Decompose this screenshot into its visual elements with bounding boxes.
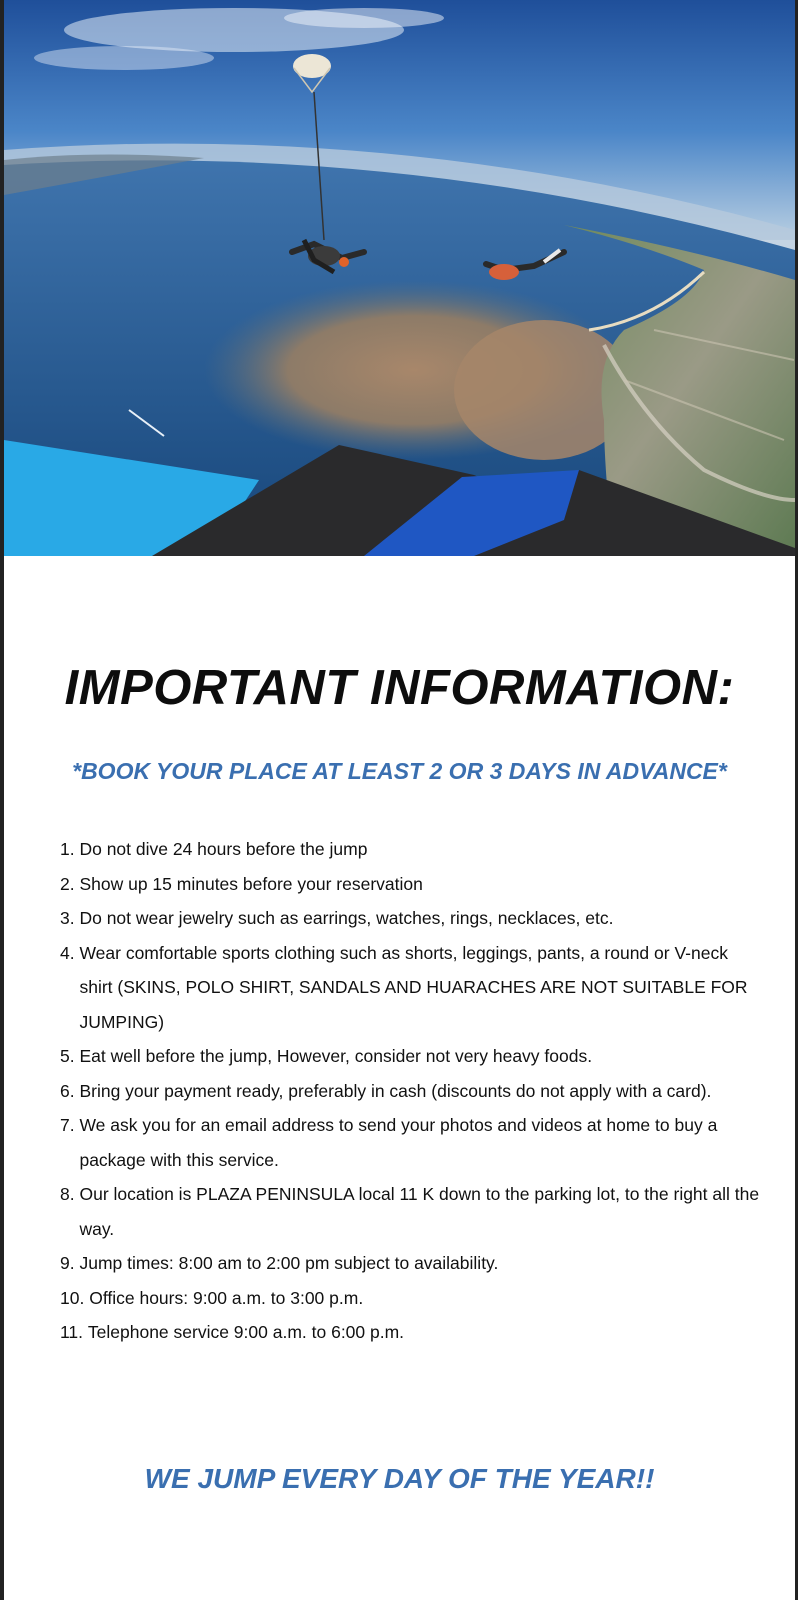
closing-slogan: WE JUMP EVERY DAY OF THE YEAR!! — [144, 1463, 655, 1494]
list-number: 2. — [60, 873, 80, 894]
list-number: 4. — [60, 942, 80, 963]
list-number: 6. — [60, 1080, 80, 1101]
list-item — [60, 1246, 760, 1281]
list-item — [60, 1108, 760, 1177]
list-text: Wear comfortable sports clothing such as shorts, leggings, pants, a round or V-neck shirt (SKINS, POLO SHIRT, SANDALS AND HUARACHES ARE NOT SUITABLE FOR JUMPING) — [79, 942, 748, 1032]
list-text: Eat well before the jump, However, consider not very heavy foods. — [79, 1046, 593, 1066]
list-number: 9. — [60, 1253, 80, 1273]
list-item — [60, 1039, 760, 1074]
booking-notice: *BOOK YOUR PLACE AT LEAST 2 OR 3 DAYS IN ADVANCE* — [72, 758, 727, 784]
list-text: We ask you for an email address to send your photos and videos at home to buy a package with this service. — [79, 1115, 718, 1170]
list-text: Do not dive 24 hours before the jump — [79, 839, 368, 859]
list-number: 11. — [60, 1322, 88, 1342]
list-number: 10. — [60, 1287, 90, 1308]
list-number: 5. — [60, 1046, 80, 1066]
list-number: 7. — [60, 1115, 80, 1135]
list-item — [60, 901, 760, 936]
list-item — [60, 1281, 760, 1316]
list-item — [60, 1315, 760, 1350]
page-title: IMPORTANT INFORMATION: — [64, 661, 735, 715]
list-item — [60, 1177, 760, 1246]
list-text: Do not wear jewelry such as earrings, watches, rings, necklaces, etc. — [79, 908, 614, 928]
list-text: Office hours: 9:00 a.m. to 3:00 p.m. — [89, 1287, 364, 1308]
list-item — [60, 1074, 760, 1109]
list-text: Bring your payment ready, preferably in cash (discounts do not apply with a card). — [79, 1080, 712, 1101]
list-item — [60, 936, 760, 1040]
list-text: Show up 15 minutes before your reservation — [79, 873, 423, 894]
list-text: Telephone service 9:00 a.m. to 6:00 p.m. — [87, 1322, 405, 1342]
list-number: 3. — [60, 908, 80, 928]
list-text: Our location is PLAZA PENINSULA local 11 K down to the parking lot, to the right all the way. — [79, 1184, 760, 1239]
list-number: 8. — [60, 1184, 80, 1204]
skydiving-hero-photo — [4, 0, 795, 556]
flyer-page — [4, 0, 795, 1600]
list-text: Jump times: 8:00 am to 2:00 pm subject to availability. — [79, 1253, 499, 1273]
list-item — [60, 867, 760, 902]
rules-list — [60, 832, 760, 1350]
list-number: 1. — [60, 839, 80, 859]
list-item — [60, 832, 760, 867]
